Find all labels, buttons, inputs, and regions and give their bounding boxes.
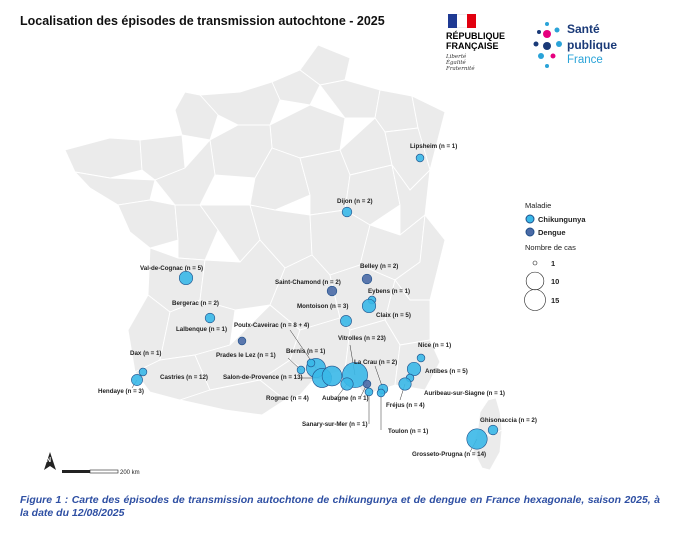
episode-label: Salon-de-Provence (n = 13) <box>223 374 303 381</box>
scale-bar <box>62 470 140 476</box>
episode-label: Aubagne (n = 1) <box>322 395 369 402</box>
legend-size-circle <box>533 261 537 265</box>
episode-label: Dax (n = 1) <box>130 350 162 357</box>
episode-label: Lalbenque (n = 1) <box>176 326 228 333</box>
scale-bar-label: 200 km <box>120 470 140 476</box>
legend-disease-title: Maladie <box>525 201 552 210</box>
episode-label: Castries (n = 12) <box>160 374 208 381</box>
dept-burgundy-1 <box>300 150 350 215</box>
episode-label: Ghisonaccia (n = 2) <box>480 417 537 424</box>
rf-motto-1: Liberté <box>446 54 467 60</box>
episode-label: Val-de-Cognac (n = 5) <box>140 265 204 272</box>
legend-chik-swatch <box>526 215 534 223</box>
episode-bubble <box>238 337 246 345</box>
episode-label: Toulon (n = 1) <box>388 428 429 435</box>
figure-caption: Figure 1 : Carte des épisodes de transmission autochtone de chikungunya et de dengue en France hexagonale, saison 2025, à la date du 12/08/2025 <box>20 494 660 519</box>
episode-label: Lipsheim (n = 1) <box>410 143 458 150</box>
episode-bubble <box>362 299 375 312</box>
episode-bubble <box>297 366 305 374</box>
episode-bubble <box>341 378 353 390</box>
episode-label: Bernis (n = 1) <box>286 348 326 355</box>
spf-line1: Santé <box>567 22 600 36</box>
episode-label: Claix (n = 5) <box>376 312 411 319</box>
episode-label: Auribeau-sur-Siagne (n = 1) <box>424 390 505 397</box>
legend-size-circle <box>524 289 545 310</box>
episode-label: Poulx-Caveirac (n = 8 + 4) <box>234 322 310 329</box>
dept-north-4 <box>375 90 418 132</box>
episode-bubble <box>363 380 371 388</box>
episode-label: Fréjus (n = 4) <box>386 402 425 409</box>
legend <box>524 201 586 311</box>
dept-west-1 <box>118 200 178 248</box>
episode-label: Prades le Lez (n = 1) <box>216 352 276 359</box>
episode-label: Antibes (n = 5) <box>425 368 468 375</box>
episode-label: Eybens (n = 1) <box>368 288 411 295</box>
legend-size-label: 1 <box>551 259 556 268</box>
legend-size-label: 10 <box>551 277 560 286</box>
department-regions <box>65 45 502 470</box>
episode-label: Bergerac (n = 2) <box>172 300 219 307</box>
episode-label: Vitrolles (n = 23) <box>338 335 386 342</box>
episode-bubble <box>179 271 192 284</box>
episode-label: Nice (n = 1) <box>418 342 452 349</box>
episode-label: Belley (n = 2) <box>360 263 399 270</box>
episode-bubble <box>377 389 385 397</box>
episode-bubble <box>327 286 337 296</box>
episode-label: Saint-Chamond (n = 2) <box>275 279 341 286</box>
episode-bubble <box>399 378 411 390</box>
episode-bubble <box>407 362 420 375</box>
legend-size-circles <box>524 259 559 311</box>
episode-label: Rognac (n = 4) <box>266 395 309 402</box>
legend-dengue-swatch <box>526 228 534 236</box>
episode-bubble <box>467 429 487 449</box>
episode-bubble <box>416 154 424 162</box>
scale-bar-segment-1 <box>62 470 90 473</box>
episode-label: Grosseto-Prugna (n = 14) <box>412 451 487 458</box>
legend-size-circle <box>526 272 544 290</box>
scale-bar-segment-2 <box>90 470 118 473</box>
episode-bubble <box>307 359 315 367</box>
episode-label: Sanary-sur-Mer (n = 1) <box>302 421 368 428</box>
dept-centre-1 <box>270 105 345 158</box>
episode-bubble <box>322 366 342 386</box>
rf-motto-2: Égalité <box>446 60 466 66</box>
episode-label: Montoison (n = 3) <box>297 303 349 310</box>
spf-line2: publique <box>567 38 617 52</box>
episode-bubble <box>362 274 372 284</box>
rf-motto-3: Fraternité <box>446 66 475 72</box>
episode-bubble <box>417 354 425 362</box>
episode-label: La Crau (n = 2) <box>354 359 398 366</box>
rf-line2: FRANÇAISE <box>446 41 499 51</box>
episode-bubble <box>488 425 498 435</box>
north-arrow <box>44 452 56 470</box>
episode-bubble <box>205 313 215 323</box>
north-label: N <box>46 457 52 464</box>
episode-label: Dijon (n = 2) <box>337 198 373 205</box>
legend-dengue-label: Dengue <box>538 228 566 237</box>
episode-label: Hendaye (n = 3) <box>98 388 144 395</box>
map-title: Localisation des épisodes de transmission autochtone - 2025 <box>20 14 385 28</box>
spf-line3: France <box>567 54 603 66</box>
rf-line1: RÉPUBLIQUE <box>446 31 506 41</box>
episode-bubble <box>342 207 352 217</box>
legend-chik-label: Chikungunya <box>538 215 586 224</box>
legend-size-label: 15 <box>551 296 560 305</box>
episode-bubble <box>139 368 147 376</box>
episode-bubble <box>131 374 142 385</box>
episode-bubble <box>340 315 351 326</box>
legend-cases-title: Nombre de cas <box>525 243 576 252</box>
